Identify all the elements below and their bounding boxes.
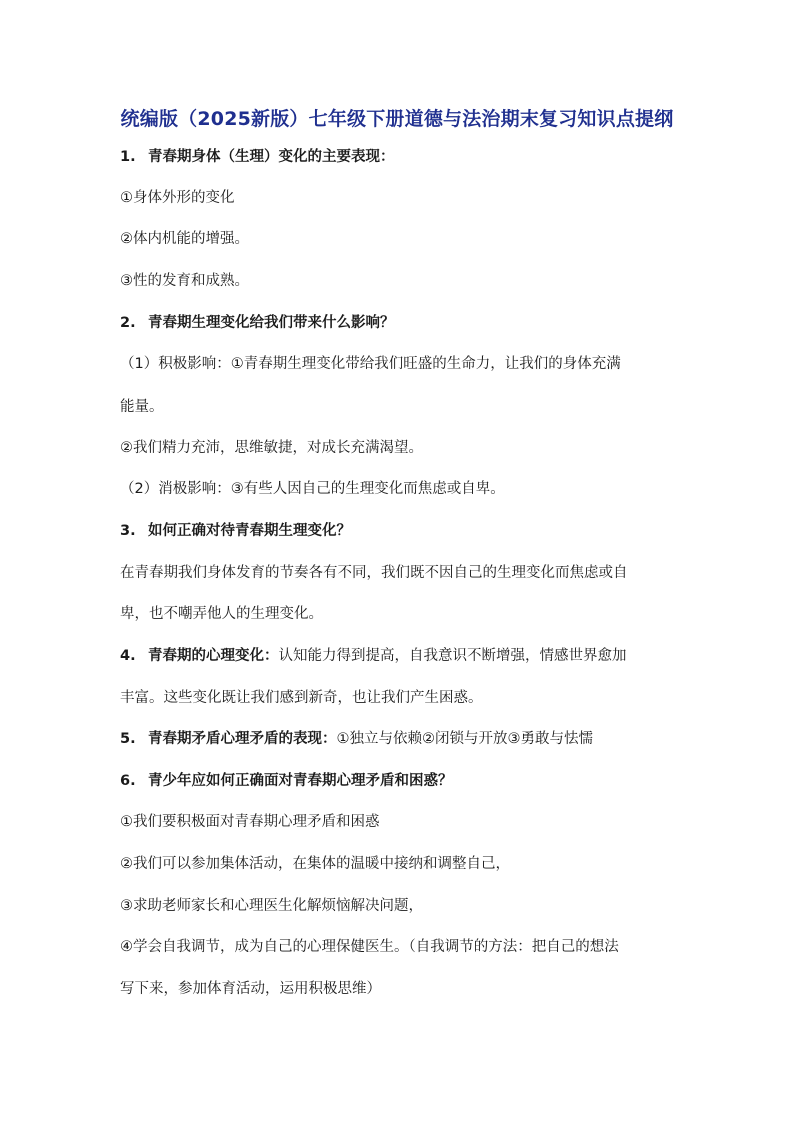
section-heading-text: 青春期的心理变化： xyxy=(148,648,279,664)
section-4-heading xyxy=(120,646,680,666)
section-3-item: 卑，也不嘲弄他人的生理变化。 xyxy=(120,606,323,622)
section-6-item: 写下来，参加体育活动，运用积极思维） xyxy=(120,981,381,997)
section-3-item: 在青春期我们身体发育的节奏各有不同，我们既不因自己的生理变化而焦虑或自 xyxy=(120,565,628,581)
section-number: 3. xyxy=(120,523,136,539)
section-heading-text: 青少年应如何正确面对青春期心理矛盾和困惑？ xyxy=(148,773,453,789)
section-5-heading xyxy=(120,729,680,749)
section-number: 5. xyxy=(120,731,136,747)
section-heading-text: 青春期矛盾心理矛盾的表现： xyxy=(148,731,337,747)
section-heading-text: 青春期身体（生理）变化的主要表现： xyxy=(148,149,395,165)
section-2-item: ②我们精力充沛，思维敏捷，对成长充满渴望。 xyxy=(120,440,423,456)
section-number: 2. xyxy=(120,315,136,331)
section-inline-text: 认知能力得到提高，自我意识不断增强，情感世界愈加 xyxy=(278,648,627,664)
section-2-item: （2）消极影响：③有些人因自己的生理变化而焦虑或自卑。 xyxy=(120,481,505,497)
section-6-item: ①我们要积极面对青春期心理矛盾和困惑 xyxy=(120,814,380,830)
section-6-item: ④学会自我调节，成为自己的心理保健医生。（自我调节的方法：把自己的想法 xyxy=(120,939,619,955)
section-1-item: ①身体外形的变化 xyxy=(120,190,235,206)
section-heading-text: 如何正确对待青春期生理变化？ xyxy=(148,523,351,539)
section-3-heading xyxy=(120,521,680,541)
section-inline-text: ①独立与依赖②闭锁与开放③勇敢与怯懦 xyxy=(336,731,593,747)
section-1-item: ②体内机能的增强。 xyxy=(120,231,249,247)
section-1-heading xyxy=(120,147,680,167)
section-heading-text: 青春期生理变化给我们带来什么影响？ xyxy=(148,315,395,331)
section-2-item: （1）积极影响：①青春期生理变化带给我们旺盛的生命力，让我们的身体充满 xyxy=(120,356,621,372)
section-6-item: ③求助老师家长和心理医生化解烦恼解决问题， xyxy=(120,898,423,914)
section-6-heading xyxy=(120,771,680,791)
section-6-item: ②我们可以参加集体活动，在集体的温暖中接纳和调整自己， xyxy=(120,856,510,872)
section-4-item: 丰富。这些变化既让我们感到新奇，也让我们产生困惑。 xyxy=(120,690,483,706)
section-2-heading xyxy=(120,313,680,333)
document-title: 统编版（2025新版）七年级下册道德与法治期末复习知识点提纲 xyxy=(120,108,674,130)
section-number: 6. xyxy=(120,773,136,789)
section-1-item: ③性的发育和成熟。 xyxy=(120,273,249,289)
section-number: 4. xyxy=(120,648,136,664)
section-2-item: 能量。 xyxy=(120,399,164,415)
section-number: 1. xyxy=(120,149,136,165)
